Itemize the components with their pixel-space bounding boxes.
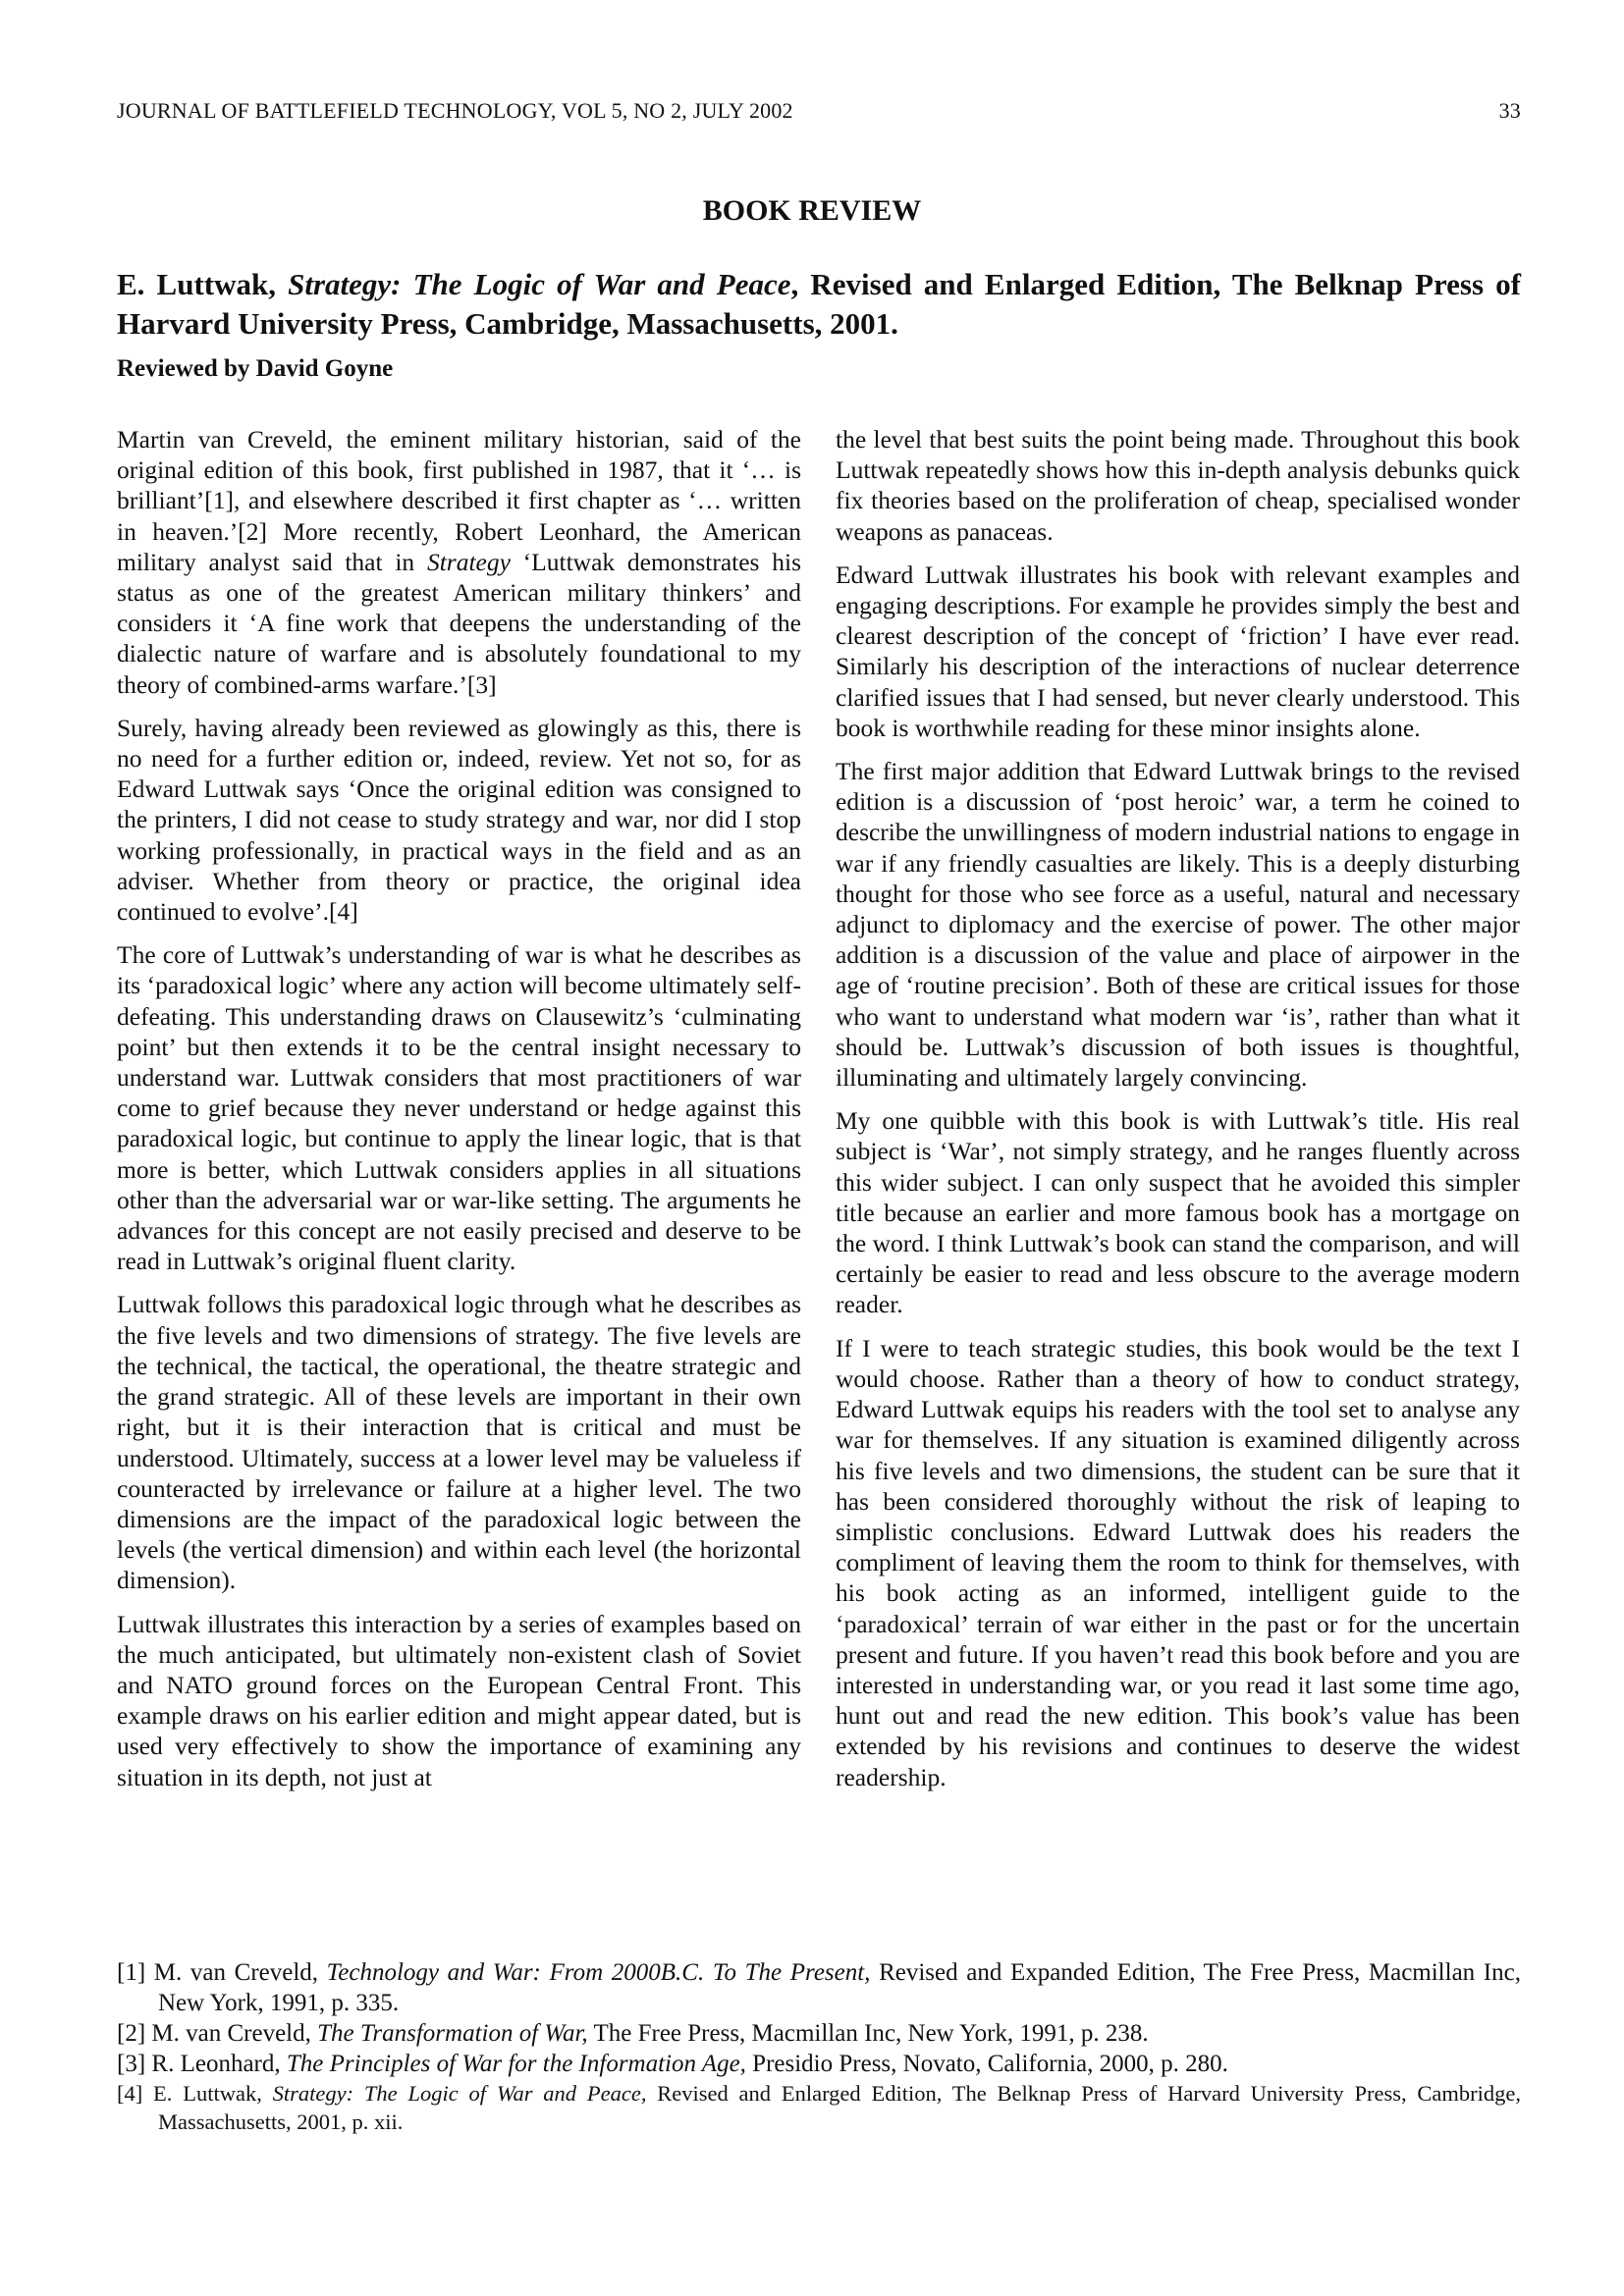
book-citation bbox=[117, 265, 1521, 344]
paragraph bbox=[836, 424, 1520, 547]
text-run: Surely, having already been reviewed as glowingly as this, there is no need for a further edition or, indeed, review. Yet not so, for as Edward Luttwak says ‘Once the original edition was consigned to the printers, I did not cease to study strategy and war, nor did I stop working professionally, in practical ways in the field and as an adviser. Whether from theory or practice, the original idea continued to evolve’.[4] bbox=[117, 713, 801, 927]
text-run: Presidio Press, Novato, California, 2000, p. 280. bbox=[745, 2051, 1228, 2077]
paragraph bbox=[117, 939, 801, 1276]
footnote-3 bbox=[117, 2049, 1521, 2079]
text-run: [4] E. Luttwak, bbox=[117, 2081, 273, 2106]
text-run: Luttwak follows this paradoxical logic through what he describes as the five levels and two dimensions of strategy. The five levels are the technical, the tactical, the operational, the theatre strategic and the grand strategic. All of these levels are important in their own right, but it is their interaction that is critical and must be understood. Ultimately, success at a lower level may be valueless if counteracted by irrelevance or failure at a higher level. The two dimensions are the impact of the paradoxical logic between the levels (the vertical dimension) and within each level (the horizontal dimension). bbox=[117, 1290, 801, 1595]
italic-title-text: Technology and War: From 2000B.C. To The Present, bbox=[326, 1959, 871, 1986]
text-run: The Free Press, Macmillan Inc, New York, 1991, p. 238. bbox=[587, 2020, 1149, 2047]
text-run: If I were to teach strategic studies, this book would be the text I would choose. Rather than a theory of how to conduct strategy, Edward Luttwak equips his readers with the tool set to analyse any war for themselves. If any situation is examined diligently across his five levels and two dimensions, the student can be sure that it has been considered thoroughly without the risk of leaping to simplistic conclusions. Edward Luttwak does his readers the compliment of leaving them the room to think for themselves, with his book acting as an informed, intelligent guide to the ‘paradoxical’ terrain of war either in the past or for the uncertain present and future. If you haven’t read this book before and you are interested in understanding war, or you read it last some time ago, hunt out and read the new edition. This book’s value has been extended by his revisions and continues to deserve the widest readership. bbox=[836, 1333, 1520, 1791]
paragraph bbox=[836, 1333, 1520, 1792]
text-run: [3] R. Leonhard, bbox=[117, 2051, 287, 2077]
page-number: 33 bbox=[1498, 98, 1521, 123]
paragraph bbox=[836, 756, 1520, 1093]
text-run: My one quibble with this book is with Luttwak’s title. His real subject is ‘War’, not simply strategy, and he ranges fluently across this wider subject. I can only suspect that he avoided this simpler title because an earlier and more famous book has a mortgage on the word. I think Luttwak’s book can stand the comparison, and will certainly be easier to read and less obscure to the average modern reader. bbox=[836, 1106, 1520, 1319]
section-title: BOOK REVIEW bbox=[702, 194, 922, 227]
paragraph bbox=[117, 1289, 801, 1595]
footnote-1 bbox=[117, 1957, 1521, 2018]
text-run: Edward Luttwak illustrates his book with relevant examples and engaging descriptions. For example he provides simply the best and clearest description of the concept of ‘friction’ I have ever read. Similarly his description of the interactions of nuclear deterrence clarified issues that I had sensed, but never clearly understood. This book is worthwhile reading for these minor insights alone. bbox=[836, 560, 1520, 742]
text-run: Luttwak illustrates this interaction by a series of examples based on the much anticipated, but ultimately non-existent clash of Soviet and NATO ground forces on the European Central Front. This example draws on his earlier edition and might appear dated, but is used very effectively to show the importance of examining any situation in its depth, not just at bbox=[117, 1609, 801, 1791]
text-run: The first major addition that Edward Luttwak brings to the revised edition is a discussion of ‘post heroic’ war, a term he coined to describe the unwillingness of modern industrial nations to engage in war if any friendly casualties are likely. This is a deeply disturbing thought for those who see force as a useful, natural and necessary adjunct to diplomacy and the exercise of power. The other major addition is a discussion of the value and place of airpower in the age of ‘routine precision’. Both of these are critical issues for those who want to understand what modern war ‘is’, rather than what it should be. Luttwak’s discussion of both issues is thoughtful, illuminating and ultimately largely convincing. bbox=[836, 757, 1520, 1093]
paragraph bbox=[117, 424, 801, 700]
text-run: the level that best suits the point being made. Throughout this book Luttwak repeatedly shows how this in-depth analysis debunks quick fix theories based on the proliferation of cheap, specialised wonder weapons as panaceas. bbox=[836, 425, 1520, 546]
running-header bbox=[117, 98, 1521, 124]
text-run: E. Luttwak, bbox=[117, 267, 289, 301]
italic-title-text: The Principles of War for the Information Age, bbox=[286, 2051, 746, 2077]
right-column bbox=[836, 424, 1520, 1805]
text-run: [1] M. van Creveld, bbox=[117, 1959, 327, 1986]
journal-title: JOURNAL OF BATTLEFIELD TECHNOLOGY, VOL 5, NO 2, JULY 2002 bbox=[117, 98, 793, 123]
footnote-2 bbox=[117, 2018, 1521, 2049]
italic-title-text: Strategy bbox=[426, 547, 511, 576]
footnotes bbox=[117, 1957, 1521, 2136]
paragraph bbox=[836, 1105, 1520, 1319]
paragraph bbox=[117, 713, 801, 927]
text-run: Revised and Expanded Edition, The Free Press, Macmillan Inc, New York, 1991, p. 335. bbox=[158, 1959, 1521, 2016]
paragraph bbox=[836, 560, 1520, 743]
text-run: Revised and Enlarged Edition, The Belknap Press of Harvard University Press, Cambridge, Massachusetts, 2001, p. xii. bbox=[158, 2081, 1521, 2134]
left-column bbox=[117, 424, 801, 1805]
text-run: [2] M. van Creveld, bbox=[117, 2020, 318, 2047]
italic-title-text: The Transformation of War, bbox=[317, 2020, 588, 2047]
reviewer-byline: Reviewed by David Goyne bbox=[117, 355, 394, 382]
italic-title-text: Strategy: The Logic of War and Peace bbox=[288, 267, 791, 301]
text-run: , Revised and Enlarged Edition, The Belknap Press of Harvard University Press, Cambridge, Massachusetts, 2001. bbox=[117, 267, 1521, 341]
text-run: Martin van Creveld, the eminent military historian, said of the original edition of this book, first published in 1987, that it ‘… is brilliant’[1], and elsewhere described it first chapter as ‘… written in heaven.’[2] More recently, Robert Leonhard, the American military analyst said that in bbox=[117, 425, 801, 576]
text-run: ‘Luttwak demonstrates his status as one of the greatest American military thinkers’ and considers it ‘A fine work that deepens the understanding of the dialectic nature of warfare and is absolutely foundational to my theory of combined-arms warfare.’[3] bbox=[117, 547, 801, 699]
footnote-4 bbox=[117, 2079, 1521, 2136]
paragraph bbox=[117, 1609, 801, 1792]
text-run: The core of Luttwak’s understanding of war is what he describes as its ‘paradoxical logic’ where any action will become ultimately self-defeating. This understanding draws on Clausewitz’s ‘culminating point’ but then extends it to be the central insight necessary to understand war. Luttwak considers that most practitioners of war come to grief because they never understand or hedge against this paradoxical logic, but continue to apply the linear logic, that is that more is better, which Luttwak considers applies in all situations other than the adversarial war or war-like setting. The arguments he advances for this concept are not easily precised and deserve to be read in Luttwak’s original fluent clarity. bbox=[117, 940, 801, 1276]
italic-title-text: Strategy: The Logic of War and Peace, bbox=[272, 2081, 647, 2106]
